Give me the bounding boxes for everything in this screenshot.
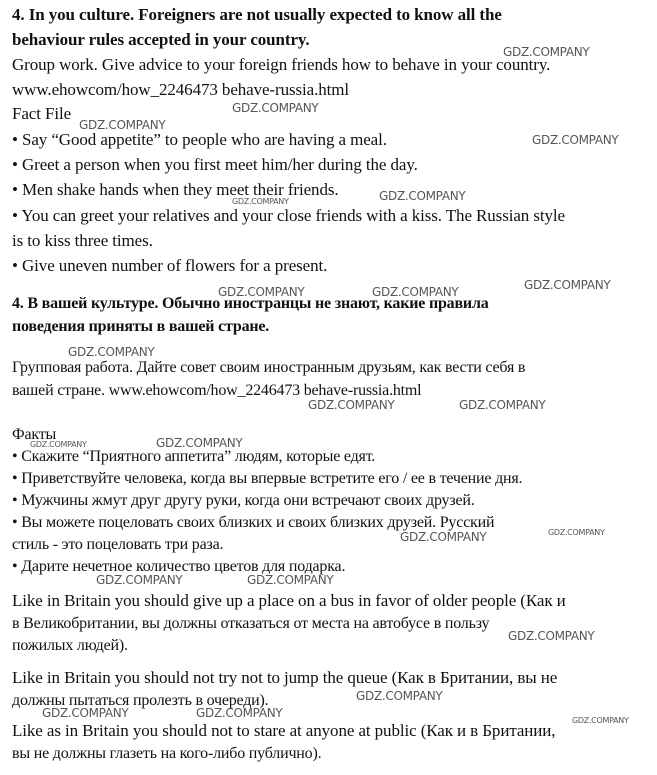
watermark: GDZ.COMPANY (196, 706, 283, 720)
fact-en-2: • Greet a person when you first meet him/her during the day. (12, 155, 418, 174)
watermark: GDZ.COMPANY (218, 285, 305, 299)
fact-ru-4-cont: стиль - это поцеловать три раза. (12, 536, 224, 553)
answer-1-line1: Like in Britain you should give up a place on a bus in favor of older people (Как и (12, 591, 566, 610)
watermark: GDZ.COMPANY (232, 101, 319, 115)
fact-file-label: Fact File (12, 104, 72, 123)
answer-2-line1: Like in Britain you should not try not to jump the queue (Как в Британии, вы не (12, 668, 558, 687)
task-ru-title-line1: 4. В вашей культуре. Обычно иностранцы не знают, какие правила (12, 295, 489, 312)
answer-2-line2: должны пытаться пролезть в очереди). (12, 692, 269, 709)
answer-3-line2: вы не должны глазеть на кого-либо публично). (12, 745, 322, 762)
task-ru-title-line2: поведения приняты в вашей стране. (12, 318, 270, 335)
facts-ru-label: Факты (12, 426, 57, 443)
watermark: GDZ.COMPANY (532, 133, 619, 147)
task-en-link: www.ehowcom/how_2246473 behave-russia.html (12, 80, 349, 99)
watermark: GDZ.COMPANY (247, 573, 334, 587)
watermark: GDZ.COMPANY (42, 706, 129, 720)
task-en-title-line2: behaviour rules accepted in your country. (12, 30, 310, 49)
watermark: GDZ.COMPANY (96, 573, 183, 587)
watermark: GDZ.COMPANY (379, 189, 466, 203)
watermark: GDZ.COMPANY (156, 436, 243, 450)
watermark: GDZ.COMPANY (232, 197, 289, 206)
fact-en-1: • Say “Good appetite” to people who are having a meal. (12, 130, 387, 149)
watermark: GDZ.COMPANY (308, 398, 395, 412)
fact-ru-1: • Скажите “Приятного аппетита” людям, которые едят. (12, 448, 376, 465)
watermark: GDZ.COMPANY (459, 398, 546, 412)
fact-en-3: • Men shake hands when they meet their friends. (12, 180, 339, 199)
task-en-instruction: Group work. Give advice to your foreign friends how to behave in your country. (12, 55, 551, 74)
watermark: GDZ.COMPANY (548, 528, 605, 537)
task-ru-instruction-line1: Групповая работа. Дайте совет своим иностранным друзьям, как вести себя в (12, 359, 526, 376)
answer-3-line1: Like as in Britain you should not to stare at anyone at public (Как и в Британии, (12, 721, 556, 740)
fact-en-4: • You can greet your relatives and your close friends with a kiss. The Russian style (12, 206, 565, 225)
fact-en-5: • Give uneven number of flowers for a present. (12, 256, 328, 275)
fact-en-4-cont: is to kiss three times. (12, 231, 153, 250)
fact-ru-3: • Мужчины жмут друг другу руки, когда они встречают своих друзей. (12, 492, 475, 509)
answer-1-line3: пожилых людей). (12, 637, 128, 654)
task-en-title-line1: 4. In you culture. Foreigners are not usually expected to know all the (12, 5, 502, 24)
task-ru-instruction-line2: вашей стране. www.ehowcom/how_2246473 behave-russia.html (12, 382, 422, 399)
watermark: GDZ.COMPANY (30, 440, 87, 449)
answer-1-line2: в Великобритании, вы должны отказаться от места на автобусе в пользу (12, 615, 490, 632)
watermark: GDZ.COMPANY (503, 45, 590, 59)
watermark: GDZ.COMPANY (572, 716, 629, 725)
fact-ru-4: • Вы можете поцеловать своих близких и своих близких друзей. Русский (12, 514, 495, 531)
fact-ru-2: • Приветствуйте человека, когда вы впервые встретите его / ее в течение дня. (12, 470, 523, 487)
watermark: GDZ.COMPANY (508, 629, 595, 643)
watermark: GDZ.COMPANY (524, 278, 611, 292)
watermark: GDZ.COMPANY (79, 118, 166, 132)
watermark: GDZ.COMPANY (68, 345, 155, 359)
watermark: GDZ.COMPANY (356, 689, 443, 703)
watermark: GDZ.COMPANY (400, 530, 487, 544)
fact-ru-5: • Дарите нечетное количество цветов для подарка. (12, 558, 346, 575)
watermark: GDZ.COMPANY (372, 285, 459, 299)
